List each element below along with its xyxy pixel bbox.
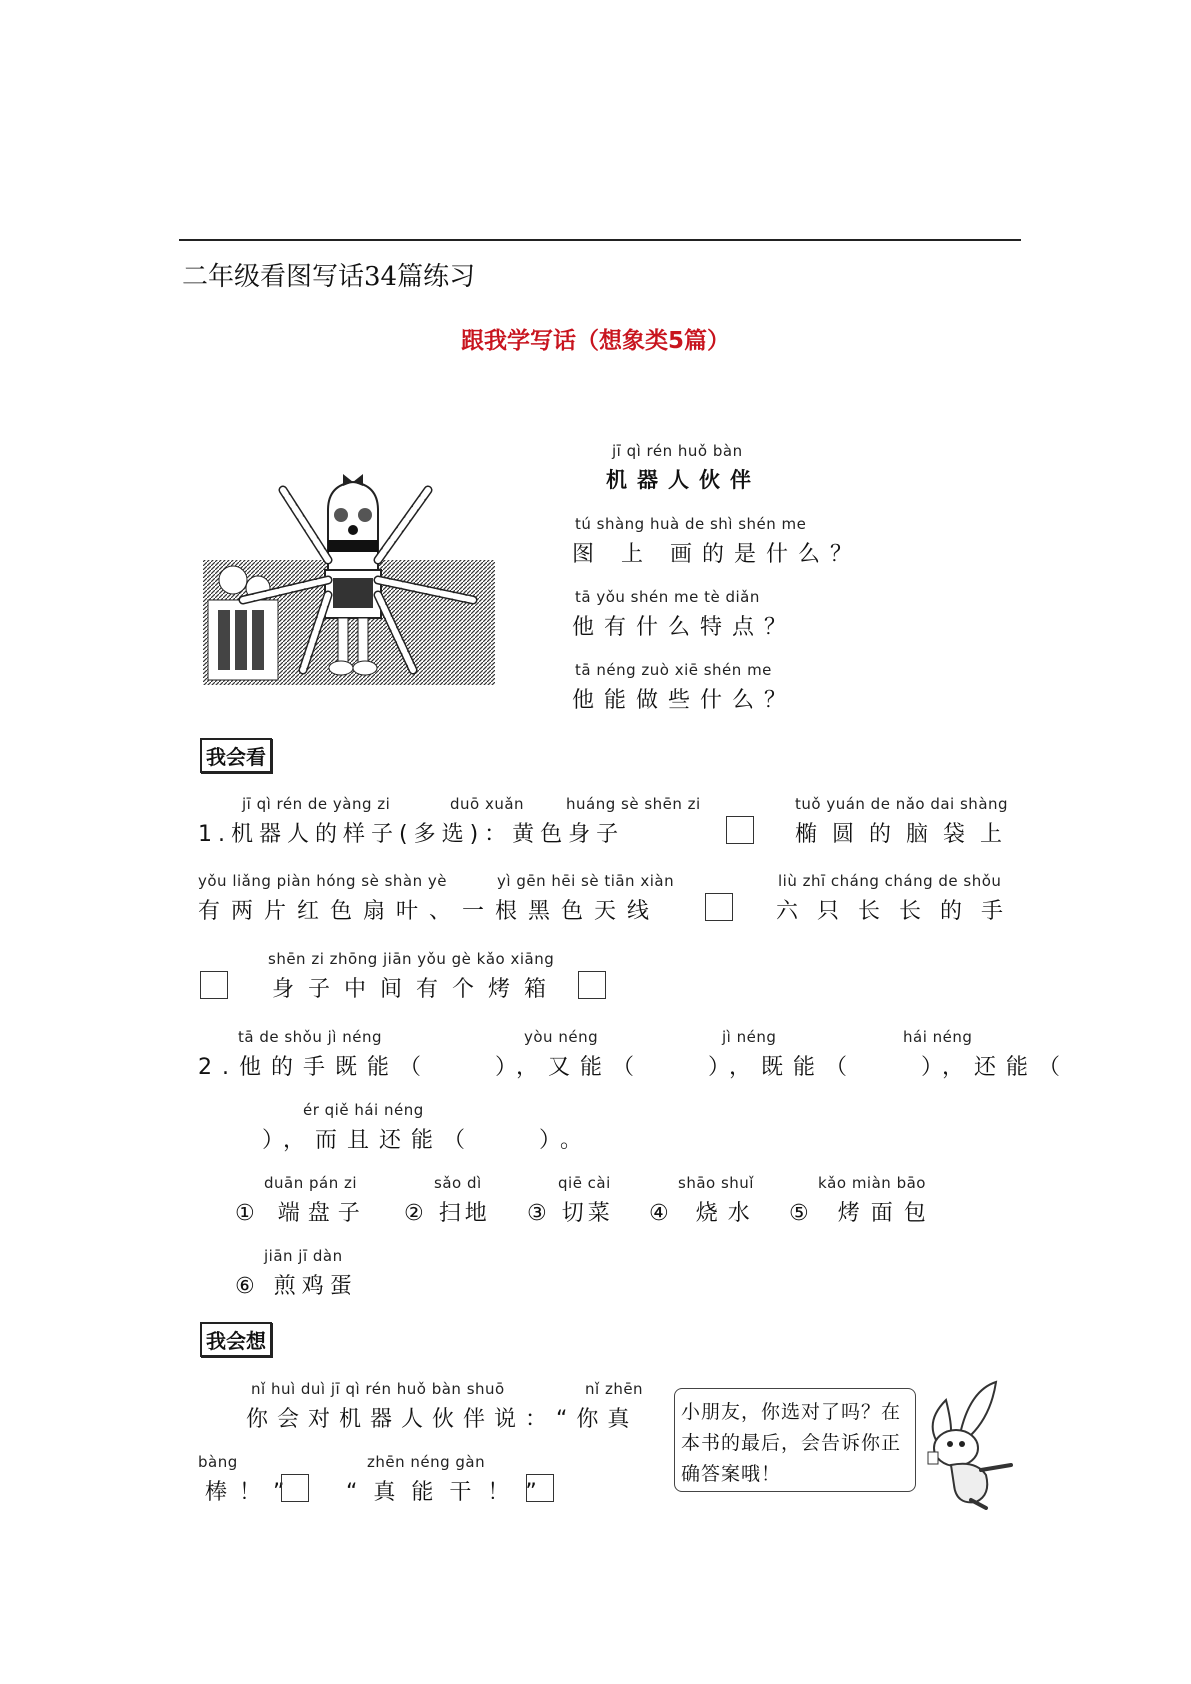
- pinyin: zhēn néng gàn: [367, 1453, 486, 1471]
- q2-text: 2.他的手既能（ ），又能（ ），既能（ ），还能（: [198, 1055, 1070, 1080]
- pinyin: yì gēn hēi sè tiān xiàn: [497, 872, 675, 890]
- header-rule: [179, 239, 1021, 241]
- document-title: 二年级看图写话34篇练习: [182, 262, 476, 292]
- pinyin: shēn zi zhōng jiān yǒu gè kǎo xiāng: [268, 950, 555, 968]
- pinyin: duān pán zi: [264, 1174, 358, 1192]
- q2-text: ），而且还能（ ）。: [262, 1128, 593, 1153]
- q1-text: 1.机器人的样子(多选)：黄色身子: [198, 822, 625, 847]
- section-label-think: 我会想: [200, 1322, 272, 1357]
- pinyin: sǎo dì: [434, 1174, 482, 1192]
- question-text: 他有什么特点？: [572, 615, 797, 640]
- answer-checkbox[interactable]: [281, 1474, 309, 1502]
- lesson-title-pinyin: jī qì rén huǒ bàn: [612, 442, 743, 460]
- section-label-look: 我会看: [200, 738, 272, 773]
- answer-checkbox[interactable]: [726, 816, 754, 844]
- option: ⑥ 煎鸡蛋: [235, 1274, 358, 1299]
- pinyin: shāo shuǐ: [678, 1174, 754, 1192]
- think-option-text: 棒！”: [205, 1480, 297, 1505]
- answer-checkbox[interactable]: [578, 971, 606, 999]
- pinyin: jiān jī dàn: [264, 1247, 343, 1265]
- think-option-text: “真能干！”: [346, 1480, 553, 1505]
- pinyin: jì néng: [722, 1028, 777, 1046]
- question-pinyin: tú shàng huà de shì shén me: [575, 515, 807, 533]
- rabbit-mascot-icon: [916, 1380, 1020, 1510]
- option: ③ 切菜: [527, 1201, 614, 1226]
- q1-option-text: 椭圆的脑袋上: [795, 822, 1018, 847]
- answer-checkbox[interactable]: [200, 971, 228, 999]
- section-title: 跟我学写话（想象类5篇）: [460, 328, 730, 354]
- answer-checkbox[interactable]: [526, 1474, 554, 1502]
- pinyin: liù zhī cháng cháng de shǒu: [778, 872, 1002, 890]
- question-pinyin: tā yǒu shén me tè diǎn: [575, 588, 760, 606]
- pinyin: ér qiě hái néng: [303, 1101, 424, 1119]
- question-text: 他能做些什么？: [572, 688, 797, 713]
- pinyin: qiē cài: [558, 1174, 611, 1192]
- pinyin: yòu néng: [524, 1028, 599, 1046]
- pinyin: nǐ zhēn: [585, 1380, 644, 1398]
- pinyin: nǐ huì duì jī qì rén huǒ bàn shuō: [251, 1380, 505, 1398]
- pinyin: huáng sè shēn zi: [566, 795, 701, 813]
- q1-option-text: 身子中间有个烤箱: [272, 977, 561, 1002]
- option: ① 端盘子: [235, 1201, 368, 1226]
- option: ⑤ 烤面包: [789, 1201, 937, 1226]
- pinyin: tā de shǒu jì néng: [238, 1028, 382, 1046]
- question-text: 图 上 画的是什么？: [572, 542, 862, 567]
- question-pinyin: tā néng zuò xiē shén me: [575, 661, 772, 679]
- pinyin: hái néng: [903, 1028, 973, 1046]
- speech-bubble: 小朋友，你选对了吗？在本书的最后，会告诉你正确答案哦！: [674, 1388, 916, 1492]
- q1-option-text: 六只长长的手: [776, 899, 1023, 924]
- option: ④ 烧水: [649, 1201, 760, 1226]
- pinyin: jī qì rén de yàng zi: [242, 795, 391, 813]
- robot-illustration: [203, 470, 495, 685]
- q1-option-text: 有两片红色扇叶、一根黑色天线: [198, 899, 661, 924]
- lesson-title: 机器人伙伴: [606, 468, 761, 492]
- answer-checkbox[interactable]: [705, 893, 733, 921]
- pinyin: tuǒ yuán de nǎo dai shàng: [795, 795, 1009, 813]
- option: ② 扫地: [404, 1201, 491, 1226]
- pinyin: kǎo miàn bāo: [818, 1174, 926, 1192]
- pinyin: yǒu liǎng piàn hóng sè shàn yè: [198, 872, 447, 890]
- pinyin: duō xuǎn: [450, 795, 525, 813]
- pinyin: bàng: [198, 1453, 238, 1471]
- think-text: 你会对机器人伙伴说：“你真: [246, 1407, 639, 1432]
